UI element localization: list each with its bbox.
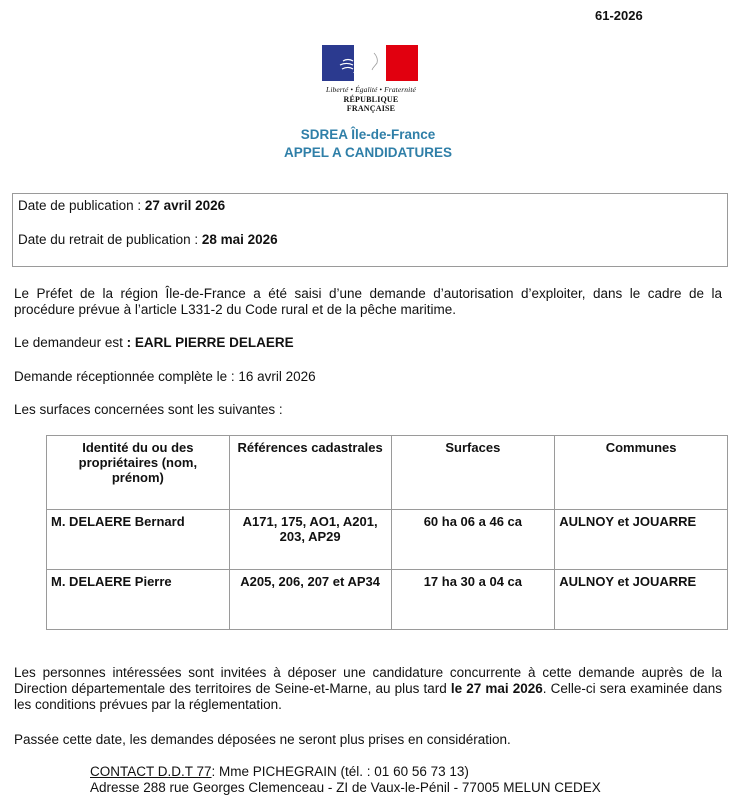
contact-label: CONTACT D.D.T 77: [90, 764, 212, 779]
surface-header: Surfaces: [391, 436, 555, 510]
contact-line: [90, 764, 469, 779]
marianne-flag-icon: [322, 45, 418, 81]
contact-address: Adresse 288 rue Georges Clemenceau - ZI de Vaux-le-Pénil - 77005 MELUN CEDEX: [90, 780, 601, 795]
cadastral-header: Références cadastrales: [229, 436, 391, 510]
contact-details: : Mme PICHEGRAIN (tél. : 01 60 56 73 13): [211, 764, 469, 779]
motto: Liberté • Égalité • Fraternité: [326, 85, 416, 94]
cadastral-cell: A205, 206, 207 et AP34: [229, 570, 391, 630]
received-line: Demande réceptionnée complète le : 16 avril 2026: [14, 369, 316, 384]
call-title: APPEL A CANDIDATURES: [283, 145, 452, 160]
owner-cell: M. DELAERE Bernard: [47, 510, 230, 570]
owner-cell: M. DELAERE Pierre: [47, 570, 230, 630]
surfaces-table: [46, 435, 728, 630]
invitation-paragraph: [14, 665, 722, 713]
republic-name: RÉPUBLIQUE FRANÇAISE: [343, 95, 399, 113]
invitation-text-1: Les personnes intéressées sont invitées à déposer une candidature concurrente à cette demande auprès de la Direction départementale des territoires de Seine-et-Marne, au plus tard: [14, 665, 722, 696]
surface-cell: 60 ha 06 a 46 ca: [391, 510, 555, 570]
republique-francaise-logo: [322, 45, 420, 113]
publication-box: [12, 193, 728, 267]
applicant-line: [14, 335, 722, 351]
table-row: [47, 570, 728, 630]
withdrawal-date-value: 28 mai 2026: [201, 232, 278, 247]
table-row: [47, 510, 728, 570]
owner-header: Identité du ou des propriétaires (nom, prénom): [47, 436, 230, 510]
cadastral-cell: A171, 175, AO1, A201, 203, AP29: [229, 510, 391, 570]
issuer-title: SDREA Île-de-France: [300, 127, 436, 142]
applicant-label: Le demandeur est: [14, 335, 127, 350]
applicant-value: : EARL PIERRE DELAERE: [126, 335, 294, 350]
publication-date-label: Date de publication :: [18, 198, 145, 213]
publication-date-value: 27 avril 2026: [144, 198, 226, 213]
commune-header: Communes: [555, 436, 728, 510]
invitation-text-2: . Celle-ci sera examinée dans les conditions prévues par la réglementation.: [14, 681, 722, 712]
withdrawal-date: [18, 232, 278, 247]
commune-cell: AULNOY et JOUARRE: [555, 510, 728, 570]
publication-date: [18, 198, 225, 213]
withdrawal-date-label: Date du retrait de publication :: [18, 232, 202, 247]
commune-cell: AULNOY et JOUARRE: [555, 570, 728, 630]
document-reference: 61-2026: [595, 8, 643, 23]
intro-paragraph: Le Préfet de la région Île-de-France a été saisi d’une demande d’autorisation d’exploiter, dans le cadre de la procédure prévue à l’article L331-2 du Code rural et de la pêche maritime.: [14, 286, 722, 317]
after-deadline-note: Passée cette date, les demandes déposées ne seront plus prises en considération.: [14, 732, 511, 747]
surface-cell: 17 ha 30 a 04 ca: [391, 570, 555, 630]
surfaces-intro: Les surfaces concernées sont les suivantes :: [14, 402, 283, 417]
table-header-row: [47, 436, 728, 510]
deadline: le 27 mai 2026: [450, 681, 543, 696]
